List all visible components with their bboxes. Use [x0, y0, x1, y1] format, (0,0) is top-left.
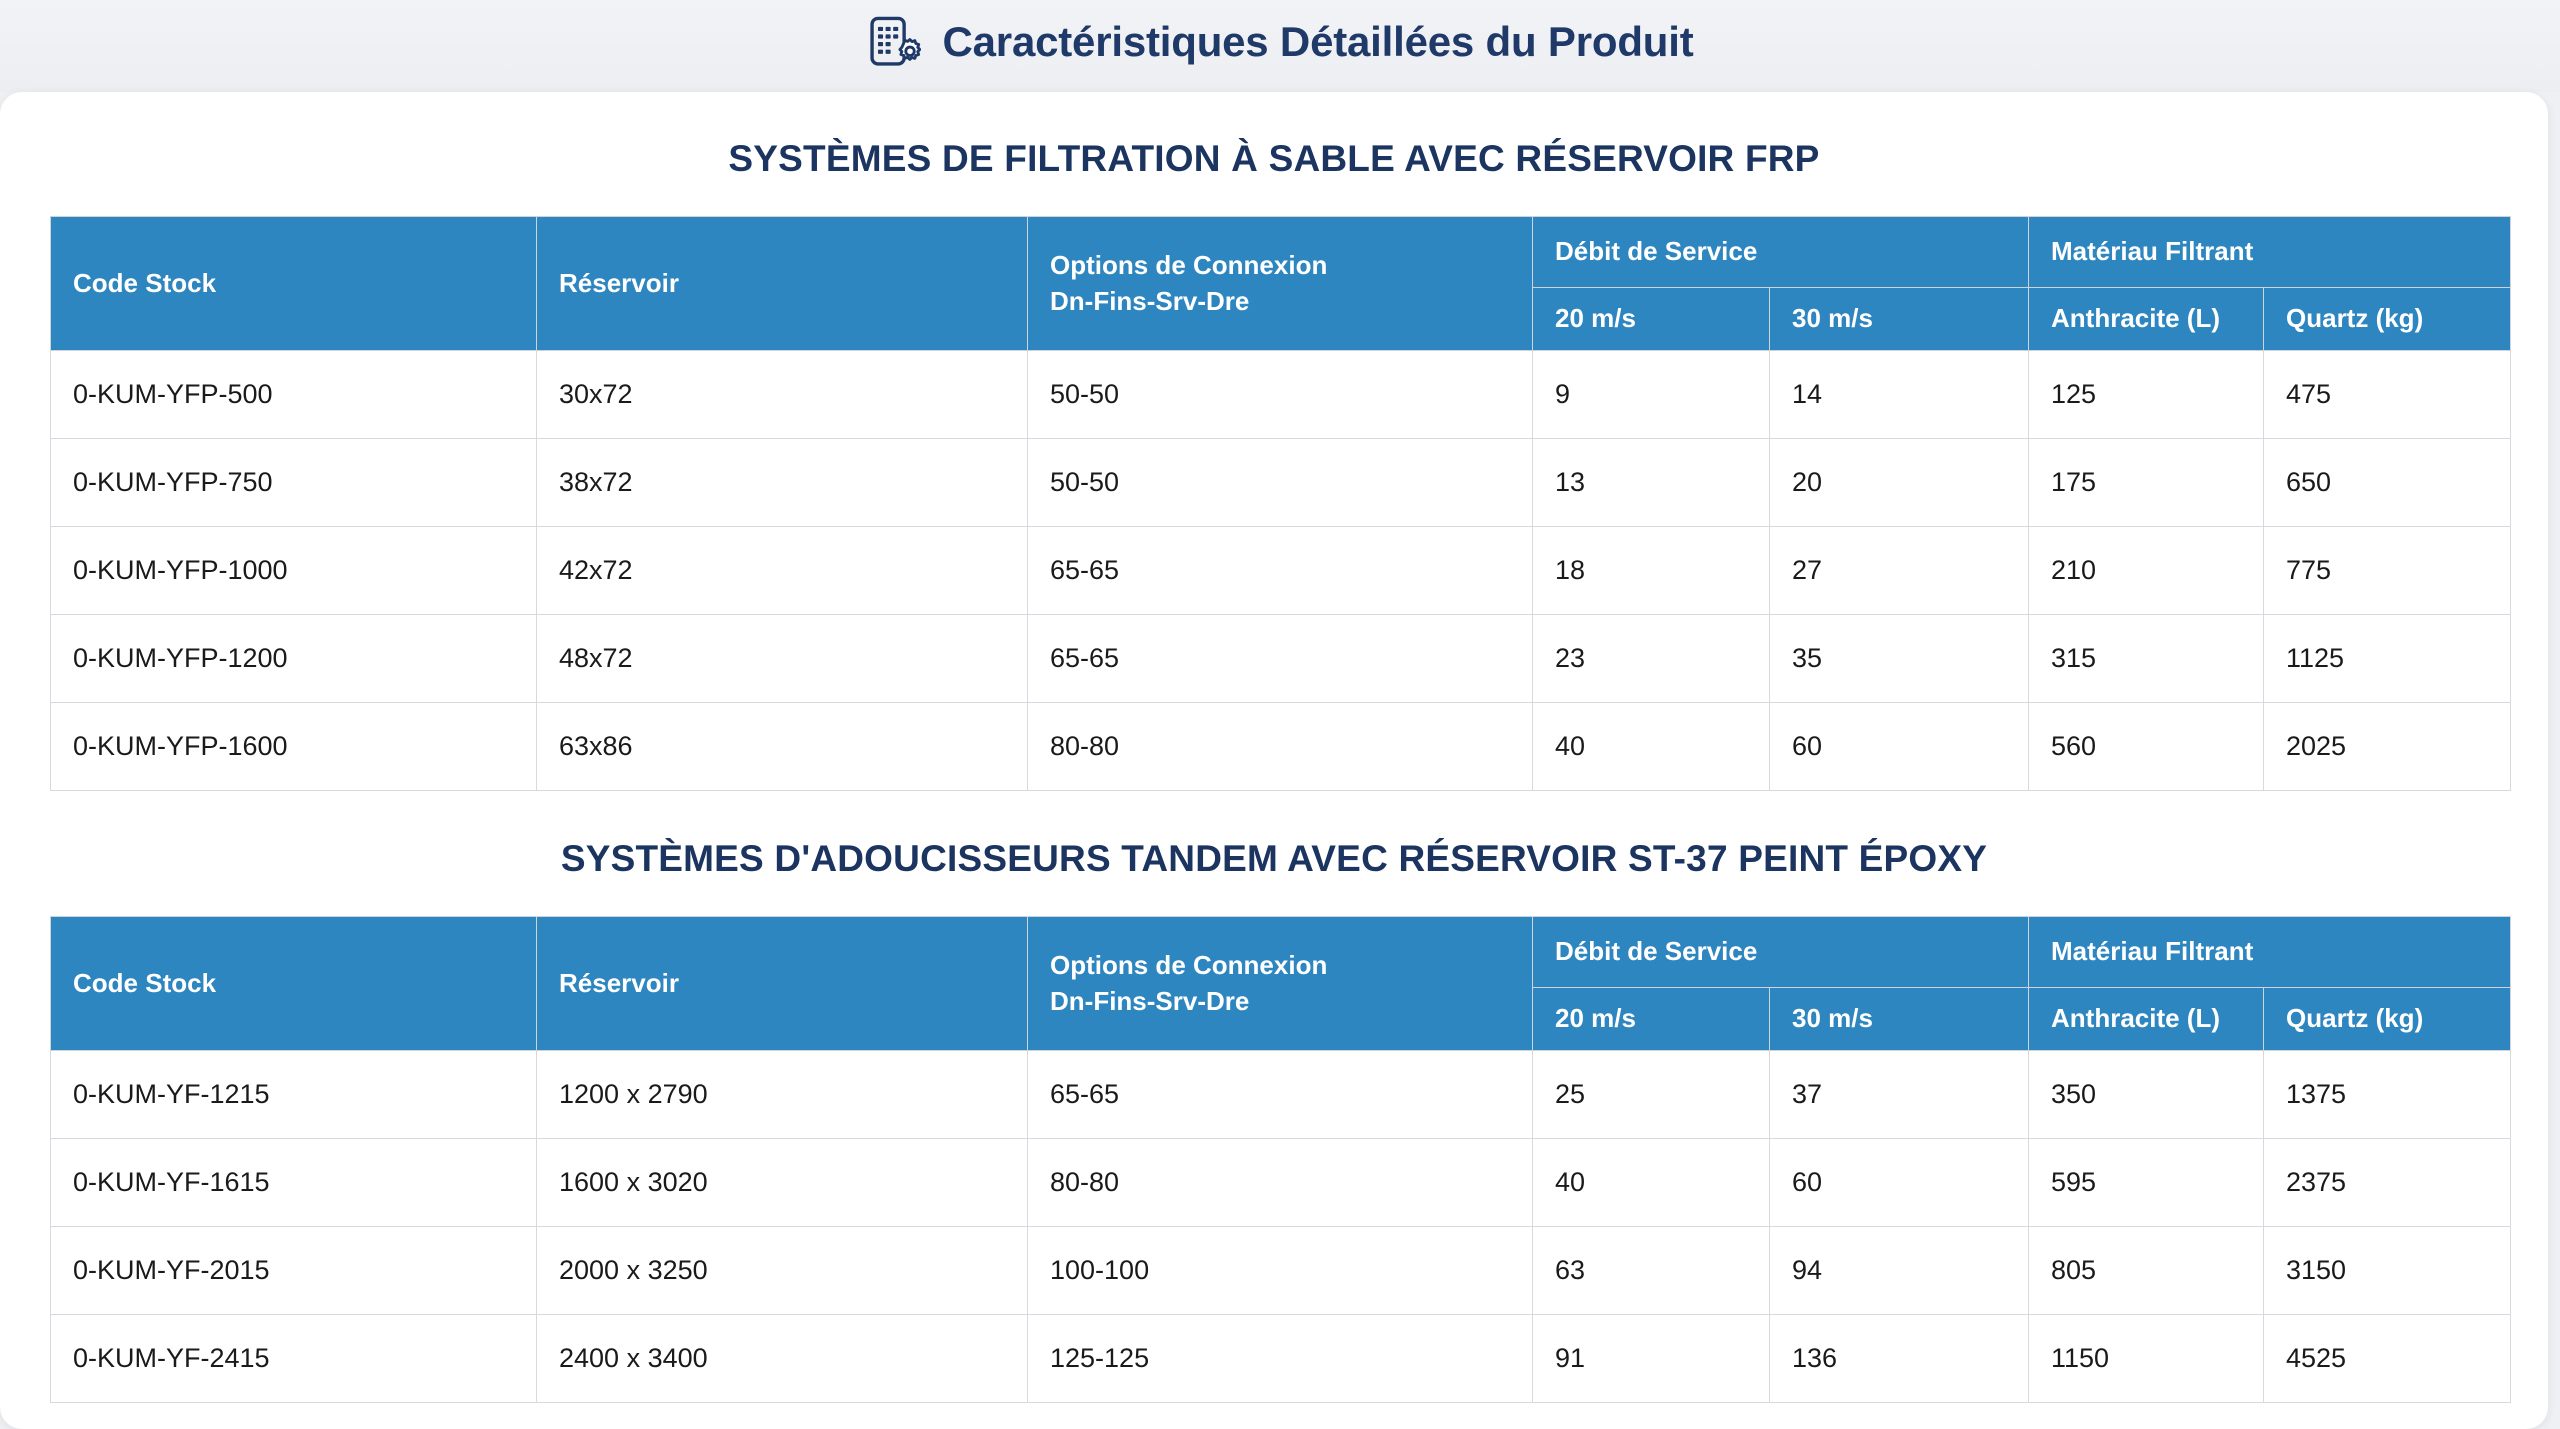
cell-flow-30ms: 60: [1770, 703, 2029, 791]
cell-anthracite: 560: [2029, 703, 2264, 791]
connection-header-line-1: Options de Connexion: [1050, 949, 1328, 980]
column-header-connection-options[interactable]: [1028, 917, 1533, 1051]
page-header-bar: [0, 0, 2560, 92]
cell-reservoir: 48x72: [537, 615, 1028, 703]
cell-code-stock: 0-KUM-YFP-1200: [51, 615, 537, 703]
cell-reservoir: 38x72: [537, 439, 1028, 527]
section-title-sand-filtration: SYSTÈMES DE FILTRATION À SABLE AVEC RÉSERVOIR FRP: [728, 138, 1820, 179]
table-row[interactable]: [51, 1051, 2511, 1139]
table-header: [51, 217, 2511, 351]
cell-code-stock: 0-KUM-YF-2015: [51, 1227, 537, 1315]
cell-connection: 65-65: [1028, 1051, 1533, 1139]
cell-quartz: 4525: [2264, 1315, 2511, 1403]
column-group-header-filter-material[interactable]: Matériau Filtrant: [2029, 217, 2511, 288]
cell-flow-20ms: 40: [1533, 703, 1770, 791]
connection-header-line-1: Options de Connexion: [1050, 249, 1328, 280]
cell-anthracite: 125: [2029, 351, 2264, 439]
cell-flow-30ms: 60: [1770, 1139, 2029, 1227]
table-header: [51, 917, 2511, 1051]
column-header-connection-options[interactable]: [1028, 217, 1533, 351]
cell-reservoir: 1600 x 3020: [537, 1139, 1028, 1227]
cell-reservoir: 2000 x 3250: [537, 1227, 1028, 1315]
column-header-flow-20ms[interactable]: 20 m/s: [1533, 988, 1770, 1051]
cell-flow-20ms: 23: [1533, 615, 1770, 703]
cell-flow-30ms: 37: [1770, 1051, 2029, 1139]
cell-quartz: 1375: [2264, 1051, 2511, 1139]
connection-header-line-2: Dn-Fins-Srv-Dre: [1050, 985, 1250, 1016]
cell-quartz: 3150: [2264, 1227, 2511, 1315]
cell-connection: 80-80: [1028, 703, 1533, 791]
tandem-softener-table-body: [51, 1051, 2511, 1403]
cell-connection: 100-100: [1028, 1227, 1533, 1315]
cell-anthracite: 595: [2029, 1139, 2264, 1227]
table-row[interactable]: [51, 1315, 2511, 1403]
cell-reservoir: 63x86: [537, 703, 1028, 791]
cell-flow-30ms: 94: [1770, 1227, 2029, 1315]
cell-anthracite: 315: [2029, 615, 2264, 703]
cell-code-stock: 0-KUM-YFP-1600: [51, 703, 537, 791]
cell-code-stock: 0-KUM-YF-2415: [51, 1315, 537, 1403]
column-header-anthracite[interactable]: Anthracite (L): [2029, 988, 2264, 1051]
cell-quartz: 775: [2264, 527, 2511, 615]
table-row[interactable]: [51, 703, 2511, 791]
cell-code-stock: 0-KUM-YFP-500: [51, 351, 537, 439]
table-row[interactable]: [51, 615, 2511, 703]
cell-quartz: 2025: [2264, 703, 2511, 791]
cell-flow-30ms: 14: [1770, 351, 2029, 439]
cell-flow-20ms: 63: [1533, 1227, 1770, 1315]
page-header-content: [867, 15, 1694, 69]
cell-flow-30ms: 136: [1770, 1315, 2029, 1403]
cell-reservoir: 42x72: [537, 527, 1028, 615]
table-row[interactable]: [51, 351, 2511, 439]
cell-code-stock: 0-KUM-YFP-1000: [51, 527, 537, 615]
cell-quartz: 475: [2264, 351, 2511, 439]
table-row[interactable]: [51, 1227, 2511, 1315]
page-title: Caractéristiques Détaillées du Produit: [942, 18, 1694, 65]
table-row[interactable]: [51, 1139, 2511, 1227]
tandem-softener-table-wrapper: [0, 916, 2548, 1403]
cell-anthracite: 805: [2029, 1227, 2264, 1315]
spec-document-gear-icon: [867, 15, 921, 69]
sand-filtration-table-body: [51, 351, 2511, 791]
column-group-header-service-flow[interactable]: Débit de Service: [1533, 217, 2029, 288]
cell-connection: 65-65: [1028, 527, 1533, 615]
cell-code-stock: 0-KUM-YFP-750: [51, 439, 537, 527]
table-row[interactable]: [51, 527, 2511, 615]
tandem-softener-spec-table: [50, 916, 2511, 1403]
cell-flow-20ms: 18: [1533, 527, 1770, 615]
column-header-flow-30ms[interactable]: 30 m/s: [1770, 288, 2029, 351]
cell-quartz: 1125: [2264, 615, 2511, 703]
sand-filtration-table-wrapper: [0, 216, 2548, 791]
product-specifications-card: [0, 92, 2548, 1429]
cell-code-stock: 0-KUM-YF-1615: [51, 1139, 537, 1227]
cell-flow-20ms: 9: [1533, 351, 1770, 439]
column-header-anthracite[interactable]: Anthracite (L): [2029, 288, 2264, 351]
cell-flow-30ms: 35: [1770, 615, 2029, 703]
cell-flow-20ms: 40: [1533, 1139, 1770, 1227]
table-row[interactable]: [51, 439, 2511, 527]
column-header-flow-30ms[interactable]: 30 m/s: [1770, 988, 2029, 1051]
cell-reservoir: 2400 x 3400: [537, 1315, 1028, 1403]
column-group-header-filter-material[interactable]: Matériau Filtrant: [2029, 917, 2511, 988]
section-title-tandem-softeners: SYSTÈMES D'ADOUCISSEURS TANDEM AVEC RÉSERVOIR ST-37 PEINT ÉPOXY: [560, 838, 1988, 879]
cell-flow-30ms: 20: [1770, 439, 2029, 527]
table-header-row-group: [51, 917, 2511, 988]
cell-anthracite: 210: [2029, 527, 2264, 615]
cell-flow-20ms: 91: [1533, 1315, 1770, 1403]
column-header-code-stock[interactable]: Code Stock: [51, 217, 537, 351]
cell-connection: 65-65: [1028, 615, 1533, 703]
cell-reservoir: 30x72: [537, 351, 1028, 439]
column-header-reservoir[interactable]: Réservoir: [537, 917, 1028, 1051]
cell-connection: 125-125: [1028, 1315, 1533, 1403]
cell-code-stock: 0-KUM-YF-1215: [51, 1051, 537, 1139]
cell-anthracite: 350: [2029, 1051, 2264, 1139]
cell-connection: 50-50: [1028, 439, 1533, 527]
cell-flow-30ms: 27: [1770, 527, 2029, 615]
column-header-quartz[interactable]: Quartz (kg): [2264, 288, 2511, 351]
table-header-row-group: [51, 217, 2511, 288]
column-group-header-service-flow[interactable]: Débit de Service: [1533, 917, 2029, 988]
cell-anthracite: 1150: [2029, 1315, 2264, 1403]
column-header-quartz[interactable]: Quartz (kg): [2264, 988, 2511, 1051]
cell-quartz: 650: [2264, 439, 2511, 527]
cell-anthracite: 175: [2029, 439, 2264, 527]
cell-quartz: 2375: [2264, 1139, 2511, 1227]
connection-header-line-2: Dn-Fins-Srv-Dre: [1050, 285, 1250, 316]
sand-filtration-spec-table: [50, 216, 2511, 791]
cell-flow-20ms: 25: [1533, 1051, 1770, 1139]
column-header-flow-20ms[interactable]: 20 m/s: [1533, 288, 1770, 351]
cell-reservoir: 1200 x 2790: [537, 1051, 1028, 1139]
cell-flow-20ms: 13: [1533, 439, 1770, 527]
column-header-reservoir[interactable]: Réservoir: [537, 217, 1028, 351]
cell-connection: 80-80: [1028, 1139, 1533, 1227]
cell-connection: 50-50: [1028, 351, 1533, 439]
column-header-code-stock[interactable]: Code Stock: [51, 917, 537, 1051]
